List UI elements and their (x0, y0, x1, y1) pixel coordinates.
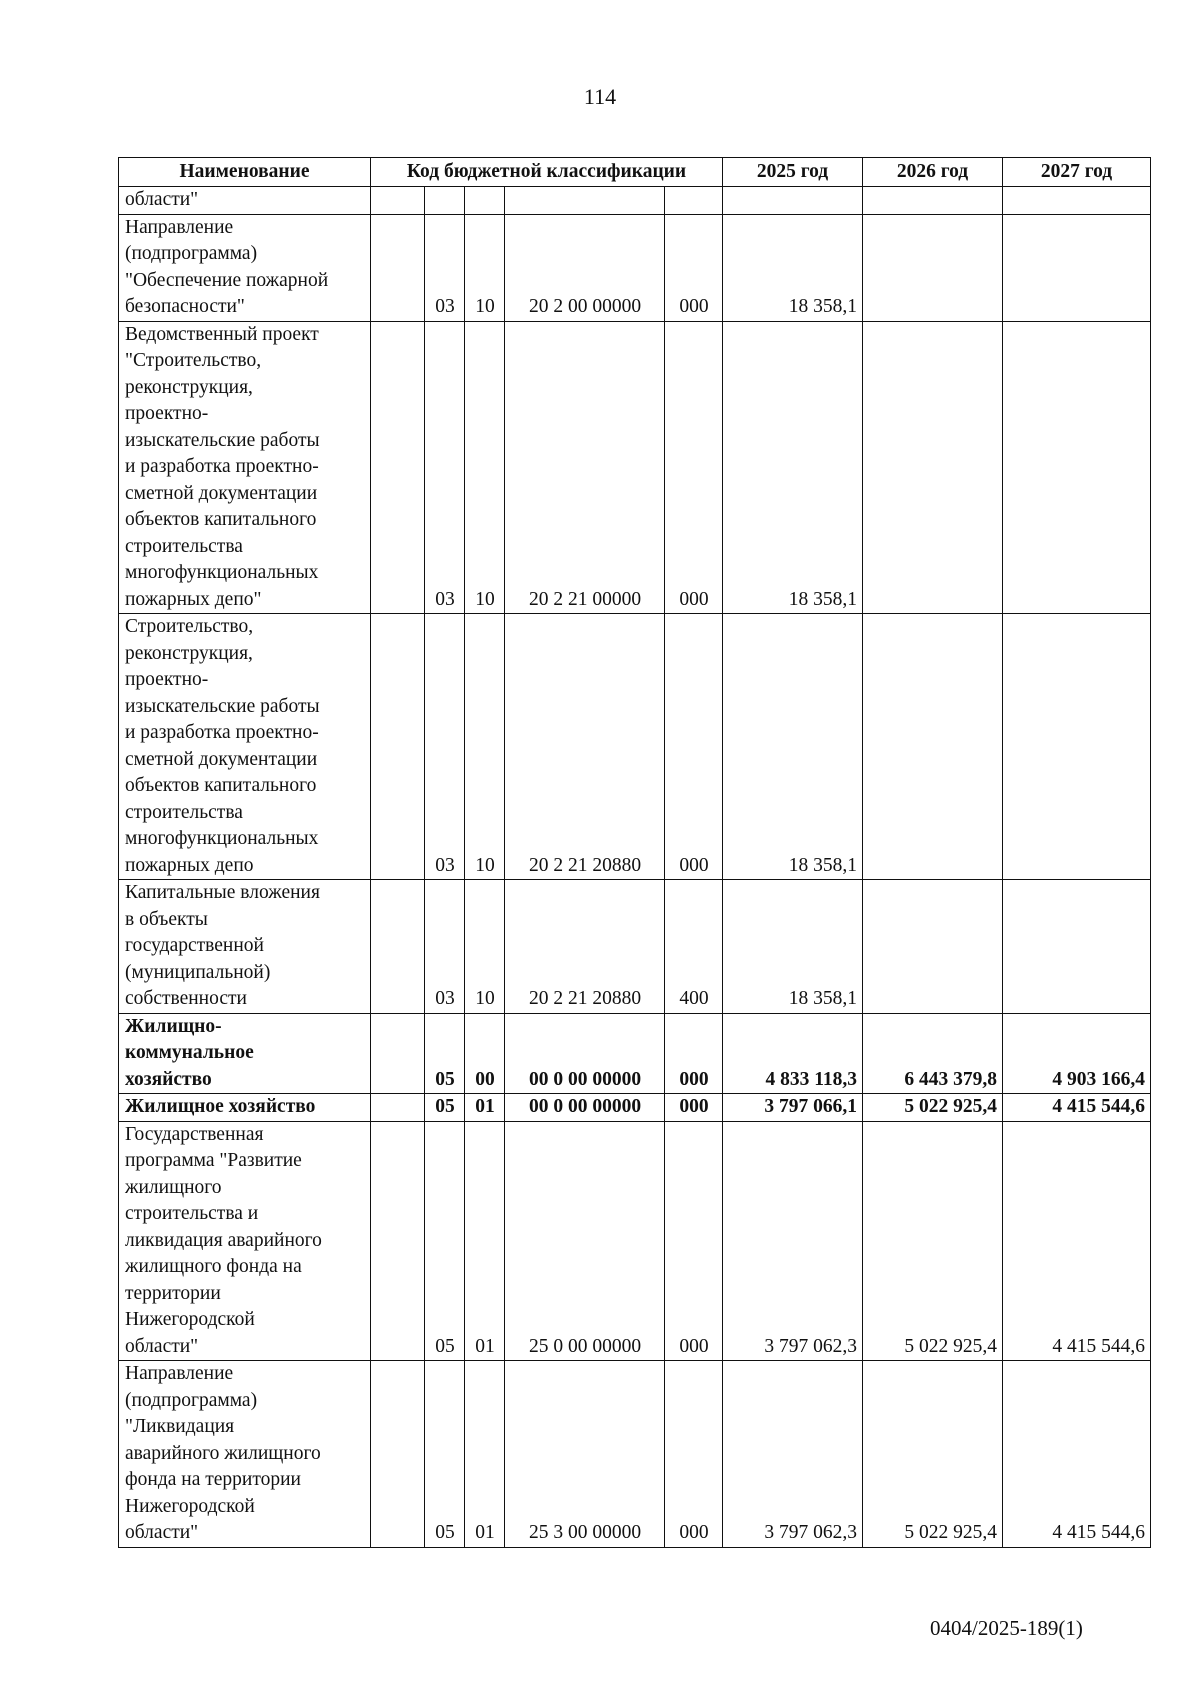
cell-subsection: 10 (465, 614, 505, 880)
header-2027: 2027 год (1003, 158, 1151, 187)
cell-2025: 3 797 062,3 (723, 1361, 863, 1548)
cell-code-1 (371, 214, 425, 321)
cell-expense-type: 000 (665, 321, 723, 614)
cell-target-article: 25 3 00 00000 (505, 1361, 665, 1548)
header-code: Код бюджетной классификации (371, 158, 723, 187)
cell-expense-type: 000 (665, 214, 723, 321)
cell-2026 (863, 880, 1003, 1014)
cell-section (425, 187, 465, 215)
cell-2027: 4 903 166,4 (1003, 1013, 1151, 1094)
cell-2027: 4 415 544,6 (1003, 1361, 1151, 1548)
cell-name: Строительство, реконструкция, проектно- изыскательские работы и разработка проектно- сметной документации объектов капитального строительства многофункциональных пожарных депо (119, 614, 371, 880)
cell-code-1 (371, 1013, 425, 1094)
table-row (119, 880, 1151, 1014)
header-name: Наименование (119, 158, 371, 187)
cell-code-1 (371, 1121, 425, 1361)
cell-section: 05 (425, 1094, 465, 1122)
table-body (119, 187, 1151, 1548)
cell-2027 (1003, 880, 1151, 1014)
cell-target-article: 20 2 00 00000 (505, 214, 665, 321)
cell-2026 (863, 214, 1003, 321)
cell-section: 03 (425, 214, 465, 321)
table-row (119, 187, 1151, 215)
cell-name: Жилищное хозяйство (119, 1094, 371, 1122)
cell-2027 (1003, 214, 1151, 321)
cell-2027: 4 415 544,6 (1003, 1094, 1151, 1122)
table-row (119, 1121, 1151, 1361)
cell-target-article: 20 2 21 20880 (505, 880, 665, 1014)
cell-2026: 5 022 925,4 (863, 1094, 1003, 1122)
table-row (119, 1361, 1151, 1548)
cell-2027 (1003, 187, 1151, 215)
cell-subsection: 01 (465, 1094, 505, 1122)
cell-subsection: 10 (465, 321, 505, 614)
cell-name: Государственная программа "Развитие жилищного строительства и ликвидация аварийного жилищного фонда на территории Нижегородской области" (119, 1121, 371, 1361)
cell-code-1 (371, 187, 425, 215)
cell-code-1 (371, 880, 425, 1014)
cell-subsection (465, 187, 505, 215)
cell-2026: 5 022 925,4 (863, 1121, 1003, 1361)
cell-2025: 3 797 066,1 (723, 1094, 863, 1122)
cell-subsection: 00 (465, 1013, 505, 1094)
document-code: 0404/2025-189(1) (930, 1616, 1083, 1640)
cell-expense-type: 400 (665, 880, 723, 1014)
cell-2025: 4 833 118,3 (723, 1013, 863, 1094)
cell-2027 (1003, 614, 1151, 880)
cell-name: Жилищно- коммунальное хозяйство (119, 1013, 371, 1094)
cell-2025: 18 358,1 (723, 214, 863, 321)
cell-target-article: 00 0 00 00000 (505, 1094, 665, 1122)
cell-subsection: 10 (465, 880, 505, 1014)
table-row (119, 321, 1151, 614)
cell-expense-type: 000 (665, 1013, 723, 1094)
budget-table (118, 157, 1151, 1548)
table-row (119, 1094, 1151, 1122)
cell-section: 03 (425, 880, 465, 1014)
cell-name: Направление (подпрограмма) "Ликвидация аварийного жилищного фонда на территории Нижегородской области" (119, 1361, 371, 1548)
cell-2026 (863, 614, 1003, 880)
cell-section: 05 (425, 1361, 465, 1548)
cell-2025: 18 358,1 (723, 321, 863, 614)
cell-expense-type: 000 (665, 1094, 723, 1122)
page-number: 114 (583, 84, 617, 109)
cell-2025: 3 797 062,3 (723, 1121, 863, 1361)
table-header-row (119, 158, 1151, 187)
cell-2025 (723, 187, 863, 215)
cell-2026 (863, 187, 1003, 215)
cell-section: 03 (425, 321, 465, 614)
cell-target-article (505, 187, 665, 215)
cell-target-article: 20 2 21 00000 (505, 321, 665, 614)
table-row (119, 1013, 1151, 1094)
cell-subsection: 10 (465, 214, 505, 321)
cell-target-article: 20 2 21 20880 (505, 614, 665, 880)
cell-section: 05 (425, 1121, 465, 1361)
cell-target-article: 00 0 00 00000 (505, 1013, 665, 1094)
cell-section: 05 (425, 1013, 465, 1094)
table-row (119, 214, 1151, 321)
cell-section: 03 (425, 614, 465, 880)
cell-2025: 18 358,1 (723, 614, 863, 880)
cell-2026 (863, 321, 1003, 614)
cell-code-1 (371, 321, 425, 614)
cell-name: Капитальные вложения в объекты государственной (муниципальной) собственности (119, 880, 371, 1014)
cell-code-1 (371, 1094, 425, 1122)
cell-2027: 4 415 544,6 (1003, 1121, 1151, 1361)
cell-expense-type: 000 (665, 1361, 723, 1548)
cell-name: Направление (подпрограмма) "Обеспечение пожарной безопасности" (119, 214, 371, 321)
header-2026: 2026 год (863, 158, 1003, 187)
cell-code-1 (371, 614, 425, 880)
cell-2025: 18 358,1 (723, 880, 863, 1014)
cell-subsection: 01 (465, 1121, 505, 1361)
cell-2026: 6 443 379,8 (863, 1013, 1003, 1094)
cell-expense-type: 000 (665, 614, 723, 880)
table-row (119, 614, 1151, 880)
cell-target-article: 25 0 00 00000 (505, 1121, 665, 1361)
cell-name: области" (119, 187, 371, 215)
header-2025: 2025 год (723, 158, 863, 187)
cell-subsection: 01 (465, 1361, 505, 1548)
cell-expense-type (665, 187, 723, 215)
cell-code-1 (371, 1361, 425, 1548)
cell-2027 (1003, 321, 1151, 614)
cell-expense-type: 000 (665, 1121, 723, 1361)
cell-name: Ведомственный проект "Строительство, реконструкция, проектно- изыскательские работы и разработка проектно- сметной документации объектов капитального строительства многофункциональных пожарных депо" (119, 321, 371, 614)
cell-2026: 5 022 925,4 (863, 1361, 1003, 1548)
